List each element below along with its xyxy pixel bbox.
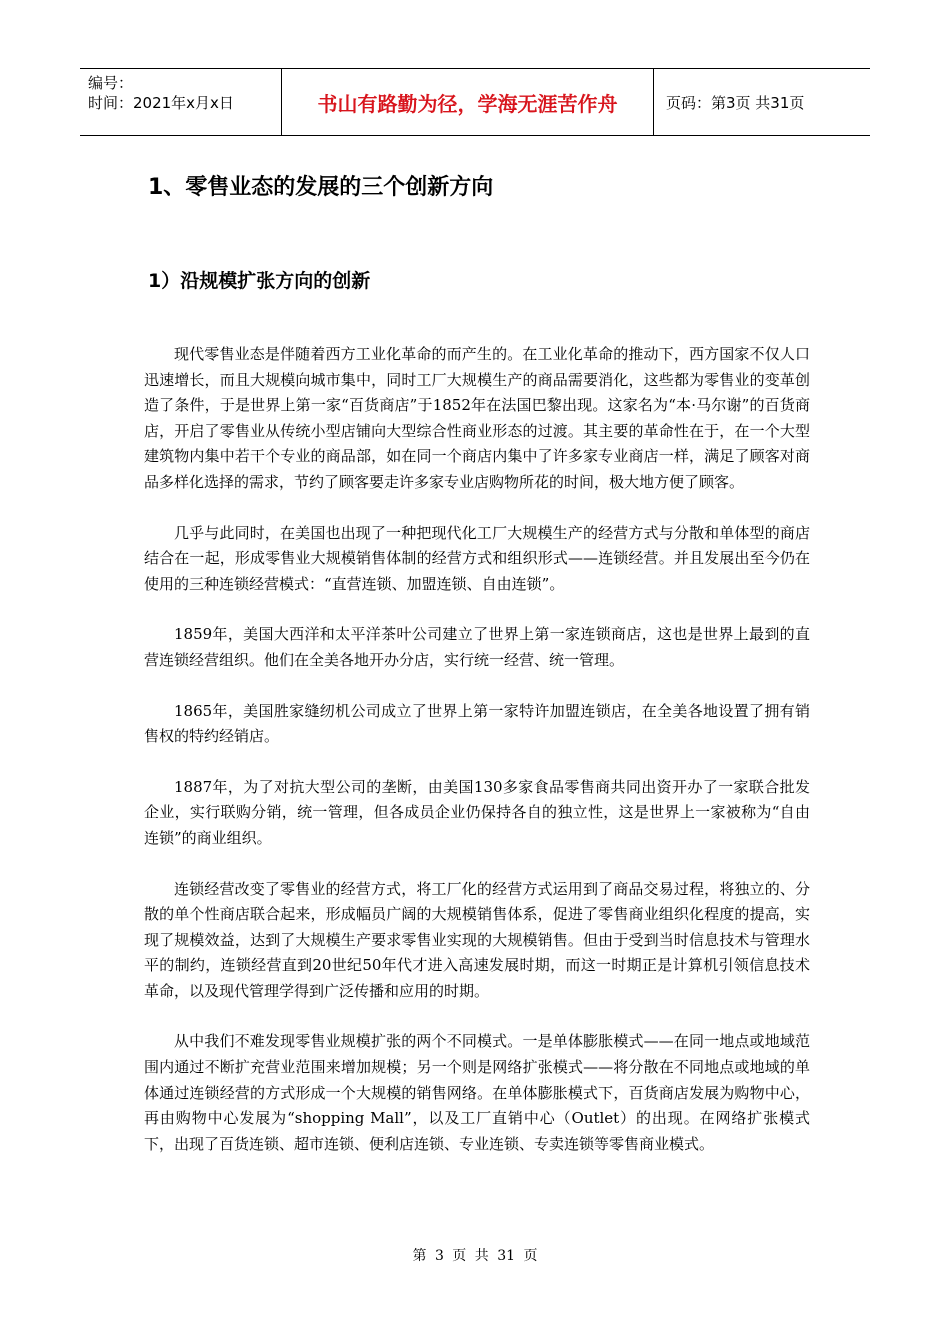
paragraph: 几乎与此同时，在美国也出现了一种把现代化工厂大规模生产的经营方式与分散和单体型的商店结合在一起，形成零售业大规模销售体制的经营方式和组织形式——连锁经营。并且发展出至今仍在使用的三种连锁经营模式：“直营连锁、加盟连锁、自由连锁”。 bbox=[144, 523, 810, 593]
body-text bbox=[144, 342, 810, 1182]
paragraph: 从中我们不难发现零售业规模扩张的两个不同模式。一是单体膨胀模式——在同一地点或地域范围内通过不断扩充营业范围来增加规模；另一个则是网络扩张模式——将分散在不同地点或地域的单体通过连锁经营的方式形成一个大规模的销售网络。在单体膨胀模式下，百货商店发展为购物中心，再由购物中心发展为“shopping Mall”，以及工厂直销中心（Outlet）的出现。在网络扩张模式下，出现了百货连锁、超市连锁、便利店连锁、专业连锁、专卖连锁等零售商业模式。 bbox=[144, 1032, 810, 1153]
paragraph: 1859年，美国大西洋和太平洋茶叶公司建立了世界上第一家连锁商店，这也是世界上最到的直营连锁经营组织。他们在全美各地开办分店，实行统一经营、统一管理。 bbox=[144, 625, 810, 669]
header-motto: 书山有路勤为径，学海无涯苦作舟 bbox=[282, 69, 654, 135]
subsection-heading: 1）沿规模扩张方向的创新 bbox=[148, 270, 371, 292]
paragraph: 连锁经营改变了零售业的经营方式，将工厂化的经营方式运用到了商品交易过程，将独立的、分散的单个性商店联合起来，形成幅员广阔的大规模销售体系，促进了零售商业组织化程度的提高，实现了规模效益，达到了大规模生产要求零售业实现的大规模销售。但由于受到当时信息技术与管理水平的制约，连锁经营直到20世纪50年代才进入高速发展时期，而这一时期正是计算机引领信息技术革命，以及现代管理学得到广泛传播和应用的时期。 bbox=[144, 879, 810, 1000]
paragraph: 现代零售业态是伴随着西方工业化革命的而产生的。在工业化革命的推动下，西方国家不仅人口迅速增长，而且大规模向城市集中，同时工厂大规模生产的商品需要消化，这些都为零售业的变革创造了条件，于是世界上第一家“百货商店”于1852年在法国巴黎出现。这家名为“本·马尔谢”的百货商店，开启了零售业从传统小型店铺向大型综合性商业形态的过渡。其主要的革命性在于，在一个大型建筑物内集中若干个专业的商品部，如在同一个商店内集中了许多家专业商店一样，满足了顾客对商品多样化选择的需求，节约了顾客要走许多家专业店购物所花的时间，极大地方便了顾客。 bbox=[144, 345, 810, 491]
header-page-info: 页码：第3页 共31页 bbox=[666, 93, 805, 112]
time-label: 时间：2021年x月x日 bbox=[88, 94, 234, 112]
paragraph: 1865年，美国胜家缝纫机公司成立了世界上第一家特许加盟连锁店，在全美各地设置了拥有销售权的特约经销店。 bbox=[144, 701, 810, 746]
page-header bbox=[80, 68, 870, 136]
header-meta bbox=[80, 69, 282, 135]
page-footer: 第 3 页 共 31 页 bbox=[412, 1248, 538, 1264]
paragraph: 1887年，为了对抗大型公司的垄断，由美国130多家食品零售商共同出资开办了一家联合批发企业，实行联购分销，统一管理，但各成员企业仍保持各自的独立性，这是世界上一家被称为“自由连锁”的商业组织。 bbox=[144, 777, 810, 847]
section-heading: 1、零售业态的发展的三个创新方向 bbox=[148, 175, 494, 200]
number-label: 编号： bbox=[88, 74, 134, 92]
